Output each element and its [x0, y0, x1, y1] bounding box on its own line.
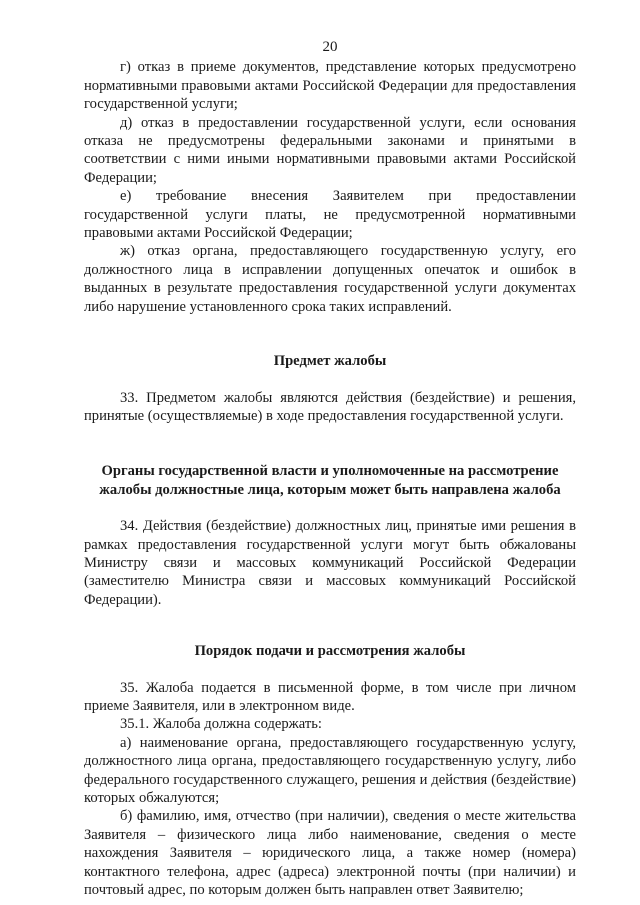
list-item-b: б) фамилию, имя, отчество (при наличии), сведения о месте жительства Заявителя – физического лица либо наименование, сведения о месте нахождения Заявителя – юридического лица, а также номер (номера) контактного телефона, адрес (адреса) электронной почты (при наличии) и почтовый адрес, по которым должен быть направлен ответ Заявителю;: [84, 808, 576, 899]
list-item-a: а) наименование органа, предоставляющего государственную услугу, должностного лица органа, предоставляющего государственную услугу, либо федерального государственного служащего, решения и действия (бездействие) которых обжалуются;: [84, 734, 576, 806]
paragraph-35-1: 35.1. Жалоба должна содержать:: [120, 716, 322, 733]
paragraph-35: 35. Жалоба подается в письменной форме, в том числе при личном приеме Заявителя, или в электронном виде.: [84, 679, 576, 714]
page-number: 20: [322, 39, 338, 55]
list-item-g: г) отказ в приеме документов, представление которых предусмотрено нормативными правовыми актами Российской Федерации для предоставления государственной услуги;: [84, 59, 576, 113]
list-item-d: д) отказ в предоставлении государственной услуги, если основания отказа не предусмотрены федеральными законами и принятыми в соответствии с ними иными нормативными правовыми актами Российской Федерации;: [84, 114, 576, 186]
paragraph-33: 33. Предметом жалобы являются действия (бездействие) и решения, принятые (осуществляемые) в ходе предоставления государственной услуги.: [84, 389, 576, 424]
list-item-zh: ж) отказ органа, предоставляющего государственную услугу, его должностного лица в исправлении допущенных опечаток и ошибок в выданных в результате предоставления государственной услуги документах либо нарушение установленного срока таких исправлений.: [84, 243, 576, 315]
heading-authorities: Органы государственной власти и уполномоченные на рассмотрение жалобы должностные лица, которым может быть направлена жалоба: [99, 463, 561, 498]
document-page: [84, 38, 576, 899]
heading-subject: Предмет жалобы: [273, 353, 387, 370]
list-item-e: е) требование внесения Заявителем при предоставлении государственной услуги платы, не предусмотренной нормативными правовыми актами Российской Федерации;: [84, 188, 576, 242]
paragraph-34: 34. Действия (бездействие) должностных лиц, принятые ими решения в рамках предоставления государственной услуги могут быть обжалованы Министру связи и массовых коммуникаций Российской Федерации (заместителю Министра связи и массовых коммуникаций Российской Федерации).: [84, 518, 576, 608]
heading-procedure: Порядок подачи и рассмотрения жалобы: [194, 643, 466, 660]
